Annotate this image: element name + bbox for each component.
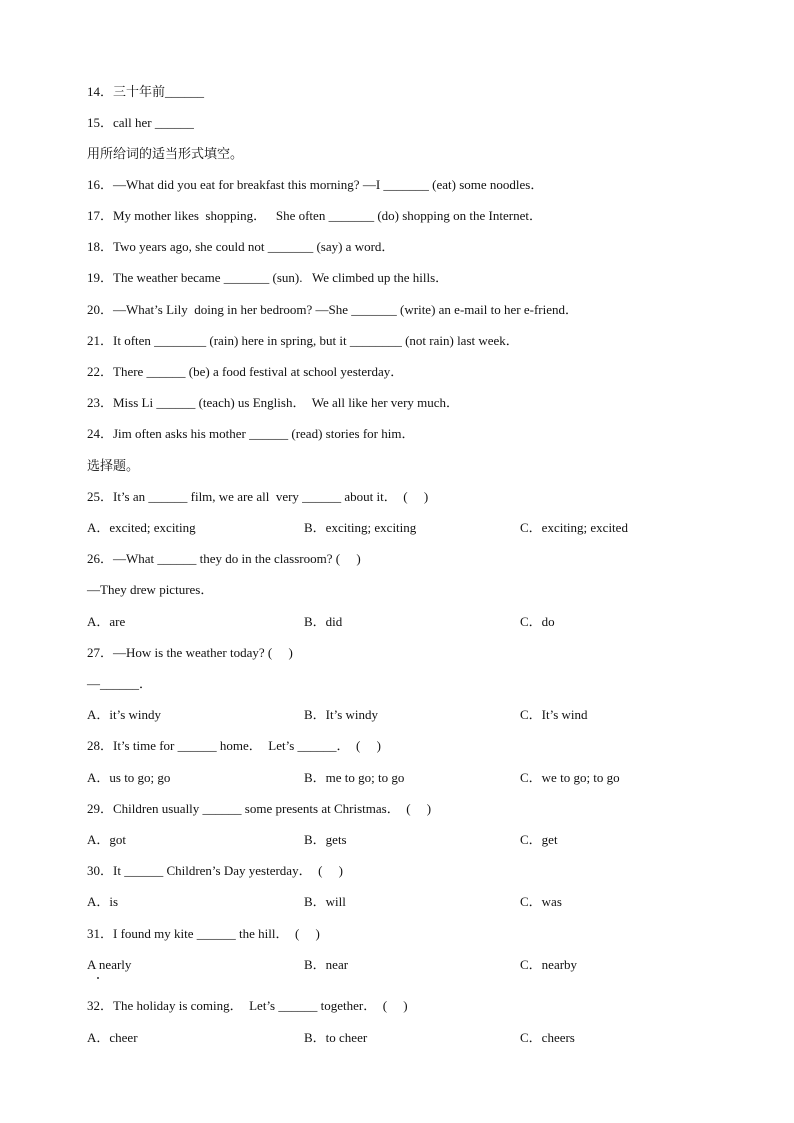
question-22: 22．There ______ (be) a food festival at school yesterday． xyxy=(87,364,404,379)
question-18: 18．Two years ago, she could not _______ (say) a word． xyxy=(87,239,395,254)
option-30-c: C．was xyxy=(520,894,562,909)
option-31-b: B．near xyxy=(304,957,349,972)
question-31: 31．I found my kite ______ the hill． ( ) xyxy=(87,926,320,941)
question-26-answer: —They drew pictures． xyxy=(87,582,214,597)
option-28-a: A．us to go; go xyxy=(87,770,171,785)
option-29-c: C．get xyxy=(520,832,558,847)
question-27-answer: —______． xyxy=(87,676,153,691)
stray-dot-mark xyxy=(97,977,99,979)
option-32-c: C．cheers xyxy=(520,1030,575,1045)
option-30-a: A．is xyxy=(87,894,119,909)
option-27-c: C．It’s wind xyxy=(520,707,588,722)
question-15: 15．call her ______ xyxy=(87,115,194,130)
question-30: 30．It ______ Children’s Day yesterday． ( ) xyxy=(87,863,343,878)
question-28: 28．It’s time for ______ home． Let’s ______． ( ) xyxy=(87,738,381,753)
option-29-b: B．gets xyxy=(304,832,347,847)
option-32-a: A．cheer xyxy=(87,1030,138,1045)
option-26-c: C．do xyxy=(520,614,555,629)
question-25: 25．It’s an ______ film, we are all very ______ about it． ( ) xyxy=(87,489,429,504)
question-21: 21．It often ________ (rain) here in spring, but it ________ (not rain) last week． xyxy=(87,333,519,348)
option-26-b: B．did xyxy=(304,614,343,629)
question-16: 16．—What did you eat for breakfast this morning? —I _______ (eat) some noodles． xyxy=(87,177,544,192)
option-31-c: C．nearby xyxy=(520,957,578,972)
option-25-b: B．exciting; exciting xyxy=(304,520,417,535)
question-20: 20．—What’s Lily doing in her bedroom? —She _______ (write) an e-mail to her e-friend． xyxy=(87,302,578,317)
question-29: 29．Children usually ______ some presents at Christmas． ( ) xyxy=(87,801,432,816)
option-29-a: A．got xyxy=(87,832,127,847)
question-27: 27．—How is the weather today? ( ) xyxy=(87,645,293,660)
option-25-c: C．exciting; excited xyxy=(520,520,628,535)
question-26: 26．—What ______ they do in the classroom? ( ) xyxy=(87,551,361,566)
option-28-c: C．we to go; to go xyxy=(520,770,620,785)
option-27-a: A．it’s windy xyxy=(87,707,162,722)
option-25-a: A．excited; exciting xyxy=(87,520,196,535)
section-heading-choice: 选择题。 xyxy=(87,458,140,473)
question-17: 17．My mother likes shopping． She often _______ (do) shopping on the Internet． xyxy=(87,208,542,223)
question-19: 19．The weather became _______ (sun). We climbed up the hills． xyxy=(87,270,449,285)
option-27-b: B．It’s windy xyxy=(304,707,379,722)
option-28-b: B．me to go; to go xyxy=(304,770,405,785)
option-26-a: A．are xyxy=(87,614,126,629)
question-14: 14．三十年前______ xyxy=(87,84,205,99)
question-23: 23．Miss Li ______ (teach) us English． We all like her very much． xyxy=(87,395,460,410)
option-30-b: B．will xyxy=(304,894,346,909)
option-31-a: A nearly xyxy=(87,957,132,972)
question-24: 24．Jim often asks his mother ______ (read) stories for him． xyxy=(87,426,415,441)
question-32: 32．The holiday is coming． Let’s ______ together． ( ) xyxy=(87,998,408,1013)
section-heading-fill: 用所给词的适当形式填空。 xyxy=(87,146,244,161)
option-32-b: B．to cheer xyxy=(304,1030,368,1045)
